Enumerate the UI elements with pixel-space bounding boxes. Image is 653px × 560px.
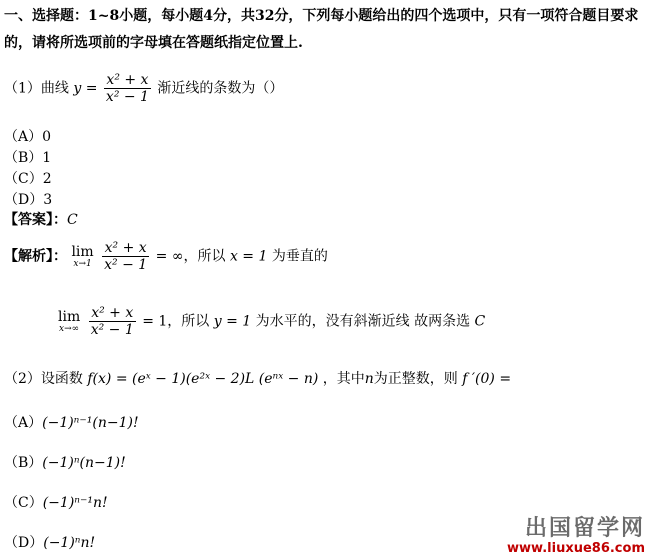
question-2-mid: ，其中 [322, 371, 365, 387]
question-1-lhs: y = [73, 80, 98, 97]
q1-option-c: （C）2 [4, 171, 52, 187]
watermark-text: 出国留学网 [524, 516, 645, 541]
analysis-fraction-1: $\frac{\text{x² + x}}{\text{x² − 1}}$ [104, 240, 148, 273]
limit-x-to-infinity: lim x→∞ [58, 308, 81, 334]
q1-option-b: （B）1 [4, 150, 52, 166]
analysis-line-1 [4, 240, 328, 273]
question-2 [4, 368, 511, 388]
analysis-fraction-2: $\frac{\text{x² + x}}{\text{x² − 1}}$ [90, 305, 134, 338]
question-2-n: n [364, 371, 374, 387]
fraction-denominator: x² − 1 [105, 89, 149, 105]
question-2-mid2: 为正整数，则 [373, 371, 458, 387]
question-2-end: f ′(0) = [462, 371, 512, 387]
limit-2-end: 为水平的，没有斜渐近线 故两条选 [255, 313, 471, 330]
question-2-expr: f(x) = (eˣ − 1)(e²ˣ − 2)L (eⁿˣ − n) [87, 371, 319, 387]
limit-2-tail: = 1，所以 [142, 313, 210, 330]
question-1-suffix: 渐近线的条数为（） [157, 80, 284, 97]
answer-value: C [67, 212, 78, 228]
section-header-line1: 一、选择题：1~8小题，每小题4分，共32分，下列每小题给出的四个选项中，只有一项符合题目要求 [4, 8, 639, 24]
limit-1-tail: = ∞，所以 [155, 248, 226, 265]
question-1-fraction [104, 72, 151, 105]
watermark-url: www.liuxue86.com [507, 541, 645, 556]
section-header-line2: 的，请将所选项前的字母填在答题纸指定位置上. [4, 35, 303, 51]
question-1 [4, 72, 283, 105]
fraction-numerator: x² + x [104, 72, 151, 89]
answer-line [4, 209, 78, 229]
q2-option-b: （B）(−1)ⁿ(n−1)! [4, 455, 126, 471]
limit-1-end: 为垂直的 [271, 248, 328, 265]
limit-x-to-1: lim x→1 [71, 243, 94, 269]
q2-option-a: （A）(−1)ⁿ⁻¹(n−1)! [4, 415, 139, 431]
question-1-prefix: （1）曲线 [4, 80, 69, 97]
limit-2-eq: y = 1 [213, 313, 252, 330]
analysis-line-2 [58, 305, 485, 338]
limit-1-eq: x = 1 [229, 248, 268, 265]
q1-option-a: （A）0 [4, 129, 52, 145]
q1-option-d: （D）3 [4, 192, 53, 208]
answer-label: 【答案】： [4, 212, 67, 228]
q2-option-d: （D）(−1)ⁿn! [4, 535, 96, 551]
limit-2-choice: C [474, 313, 486, 330]
q2-option-c: （C）(−1)ⁿ⁻¹n! [4, 495, 108, 511]
question-2-prefix: （2）设函数 [4, 371, 83, 387]
analysis-label: 【解析】： [4, 248, 67, 265]
site-watermark [507, 516, 645, 556]
